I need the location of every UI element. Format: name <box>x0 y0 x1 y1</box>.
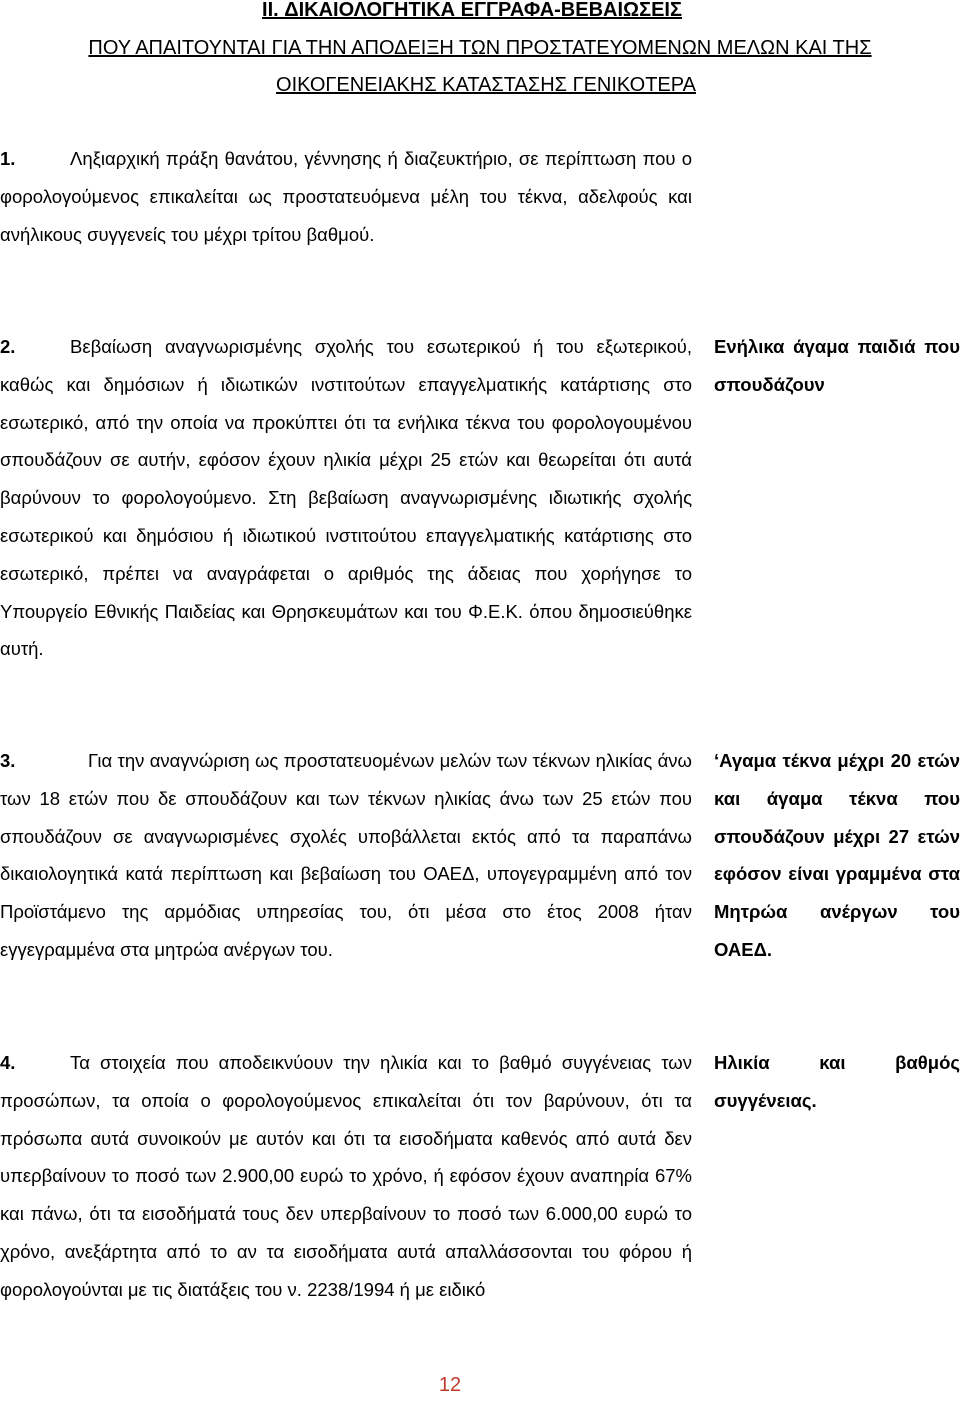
section-subheading-line-2: ΟΙΚΟΓΕΝΕΙΑΚΗΣ ΚΑΤΑΣΤΑΣΗΣ ΓΕΝΙΚΟΤΕΡΑ <box>276 74 696 96</box>
item-2-number: 2. <box>0 336 16 357</box>
item-4-number: 4. <box>0 1052 16 1073</box>
section-subheading-line-1: ΠΟΥ ΑΠΑΙΤΟΥΝΤΑΙ ΓΙΑ ΤΗΝ ΑΠΟΔΕΙΞΗ ΤΩΝ ΠΡΟΣΤΑΤΕΥΟΜΕΝΩΝ ΜΕΛΩΝ ΚΑΙ ΤΗΣ <box>88 37 872 59</box>
item-4-side-note: Ηλικία και βαθμός συγγένειας. <box>714 1052 960 1111</box>
section-heading: II. ΔΙΚΑΙΟΛΟΓΗΤΙΚΑ ΕΓΓΡΑΦΑ-ΒΕΒΑΙΩΣΕΙΣ <box>262 0 682 21</box>
item-1-body: Ληξιαρχική πράξη θανάτου, γέννησης ή διαζευκτήριο, σε περίπτωση που ο φορολογούμενος επικαλείται ως προστατευόμενα μέλη του τέκνα, αδελφούς και ανήλικους συγγενείς του μέχρι τρίτου βαθμού. <box>0 148 692 245</box>
page-number: 12 <box>438 1374 462 1396</box>
item-3-side-note: ‘Αγαμα τέκνα μέχρι 20 ετών και άγαμα τέκνα που σπουδάζουν μέχρι 27 ετών εφόσον είναι γραμμένα στα Μητρώα ανέργων του ΟΑΕΔ. <box>714 750 960 960</box>
item-3-body: Για την αναγνώριση ως προστατευομένων μελών των τέκνων ηλικίας άνω των 18 ετών που δε σπουδάζουν και των τέκνων ηλικίας άνω των 25 ετών που σπουδάζουν σε αναγνωρισμένες σχολές υποβάλλεται εκτός από τα παραπάνω δικαιολογητικά κατά περίπτωση και βεβαίωση του ΟΑΕΔ, υπογεγραμμένη από τον Προϊστάμενο της αρμόδιας υπηρεσίας του, ότι μέσα στο έτος 2008 ήταν εγγεγραμμένα στα μητρώα ανέργων του. <box>0 750 692 960</box>
item-3-text <box>0 742 692 969</box>
item-2-text <box>0 328 692 668</box>
item-4-body: Τα στοιχεία που αποδεικνύουν την ηλικία και το βαθμό συγγένειας των προσώπων, τα οποία ο φορολογούμενος επικαλείται ότι τον βαρύνουν, ότι τα πρόσωπα αυτά συνοικούν με αυτόν και ότι τα εισοδήματα καθενός από αυτά δεν υπερβαίνουν το ποσό των 2.900,00 ευρώ το χρόνο, ή εφόσον έχουν αναπηρία 67% και πάνω, ότι τα εισοδήματά τους δεν υπερβαίνουν το ποσό των 6.000,00 ευρώ το χρόνο, ανεξάρτητα από το αν τα εισοδήματα αυτά απαλλάσσονται του φόρου ή φορολογούνται με τις διατάξεις του ν. 2238/1994 ή με ειδικό <box>0 1052 692 1300</box>
item-1-number: 1. <box>0 148 16 169</box>
item-3-number: 3. <box>0 750 16 771</box>
item-2-side-note: Ενήλικα άγαμα παιδιά που σπουδάζουν <box>714 336 960 395</box>
item-2-body: Βεβαίωση αναγνωρισμένης σχολής του εσωτερικού ή του εξωτερικού, καθώς και δημόσιων ή ιδιωτικών ινστιτούτων επαγγελματικής κατάρτισης στο εσωτερικό, από την οποία να προκύπτει ότι τα ενήλικα τέκνα του φορολογουμένου σπουδάζουν σε αυτήν, εφόσον έχουν ηλικία μέχρι 25 ετών και θεωρείται ότι αυτά βαρύνουν το φορολογούμενο. Στη βεβαίωση αναγνωρισμένης ιδιωτικής σχολής εσωτερικού και δημόσιου ή ιδιωτικού ινστιτούτου επαγγελματικής κατάρτισης στο εσωτερικό, πρέπει να αναγράφεται ο αριθμός της άδειας που χορήγησε το Υπουργείο Εθνικής Παιδείας και Θρησκευμάτων και του Φ.Ε.Κ. όπου δημοσιεύθηκε αυτή. <box>0 336 692 660</box>
item-1-text <box>0 140 692 253</box>
item-4-text <box>0 1044 692 1309</box>
